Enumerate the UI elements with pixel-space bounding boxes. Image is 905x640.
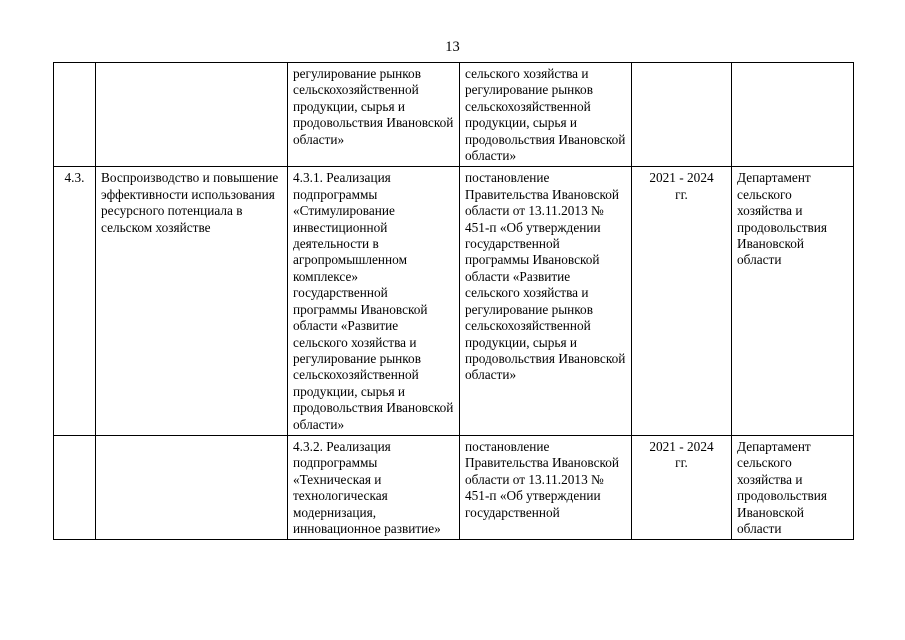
cell-measure: 4.3.2. Реализация подпрограммы «Техническая и технологическая модернизация, инновационное развитие»: [288, 435, 460, 539]
measures-table: [53, 62, 854, 540]
cell-number: [54, 435, 96, 539]
cell-number: [54, 63, 96, 167]
cell-term: [632, 435, 732, 539]
cell-responsible: Департамент сельского хозяйства и продовольствия Ивановской области: [732, 435, 854, 539]
cell-measure: регулирование рынков сельскохозяйственной продукции, сырья и продовольствия Ивановской области»: [288, 63, 460, 167]
cell-name: Воспроизводство и повышение эффективности использования ресурсного потенциала в сельском хозяйстве: [96, 167, 288, 436]
cell-term: [632, 167, 732, 436]
cell-name: [96, 435, 288, 539]
cell-document: постановление Правительства Ивановской области от 13.11.2013 № 451-п «Об утверждении государственной: [460, 435, 632, 539]
cell-responsible: Департамент сельского хозяйства и продовольствия Ивановской области: [732, 167, 854, 436]
cell-number: 4.3.: [54, 167, 96, 436]
table-row: [54, 167, 854, 436]
cell-term-line2: гг.: [675, 455, 688, 471]
table-row: [54, 63, 854, 167]
cell-term-line2: гг.: [675, 186, 688, 202]
cell-responsible: [732, 63, 854, 167]
cell-measure: 4.3.1. Реализация подпрограммы «Стимулирование инвестиционной деятельности в агропромышленном комплексе» государственной программы Ивановской области «Развитие сельского хозяйства и регулирование рынков сельскохозяйственной продукции, сырья и продовольствия Ивановской области»: [288, 167, 460, 436]
cell-term: [632, 63, 732, 167]
cell-term-line1: 2021 - 2024: [649, 170, 714, 186]
table-row: [54, 435, 854, 539]
cell-name: [96, 63, 288, 167]
cell-document: сельского хозяйства и регулирование рынков сельскохозяйственной продукции, сырья и продовольствия Ивановской области»: [460, 63, 632, 167]
cell-document: постановление Правительства Ивановской области от 13.11.2013 № 451-п «Об утверждении государственной программы Ивановской области «Развитие сельского хозяйства и регулирование рынков сельскохозяйственной продукции, сырья и продовольствия Ивановской области»: [460, 167, 632, 436]
table-container: [53, 62, 853, 540]
cell-term-line1: 2021 - 2024: [649, 438, 714, 454]
page-number: 13: [445, 39, 460, 55]
